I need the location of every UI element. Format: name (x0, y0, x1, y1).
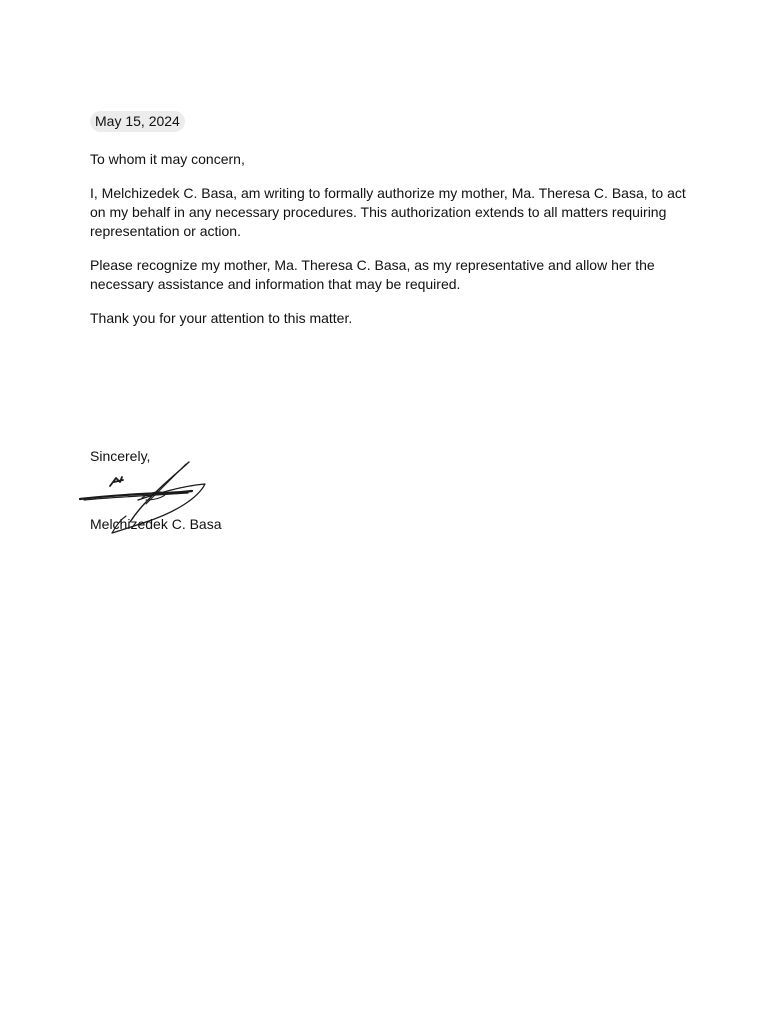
body-paragraph-3: Thank you for your attention to this matter. (90, 310, 353, 326)
body-paragraph-1: I, Melchizedek C. Basa, am writing to formally authorize my mother, Ma. Theresa C. Basa, to act on my behalf in any necessary procedures. This authorization extends to all matters requiring representation or action. (90, 185, 686, 239)
salutation: To whom it may concern, (90, 151, 245, 167)
handwritten-signature-icon (76, 456, 216, 538)
date-chip[interactable]: May 15, 2024 (90, 111, 185, 132)
closing: Sincerely, (90, 448, 151, 464)
body-paragraph-2: Please recognize my mother, Ma. Theresa C. Basa, as my representative and allow her the necessary assistance and information that may be required. (90, 257, 655, 292)
signer-name: Melchizedek C. Basa (90, 516, 222, 532)
